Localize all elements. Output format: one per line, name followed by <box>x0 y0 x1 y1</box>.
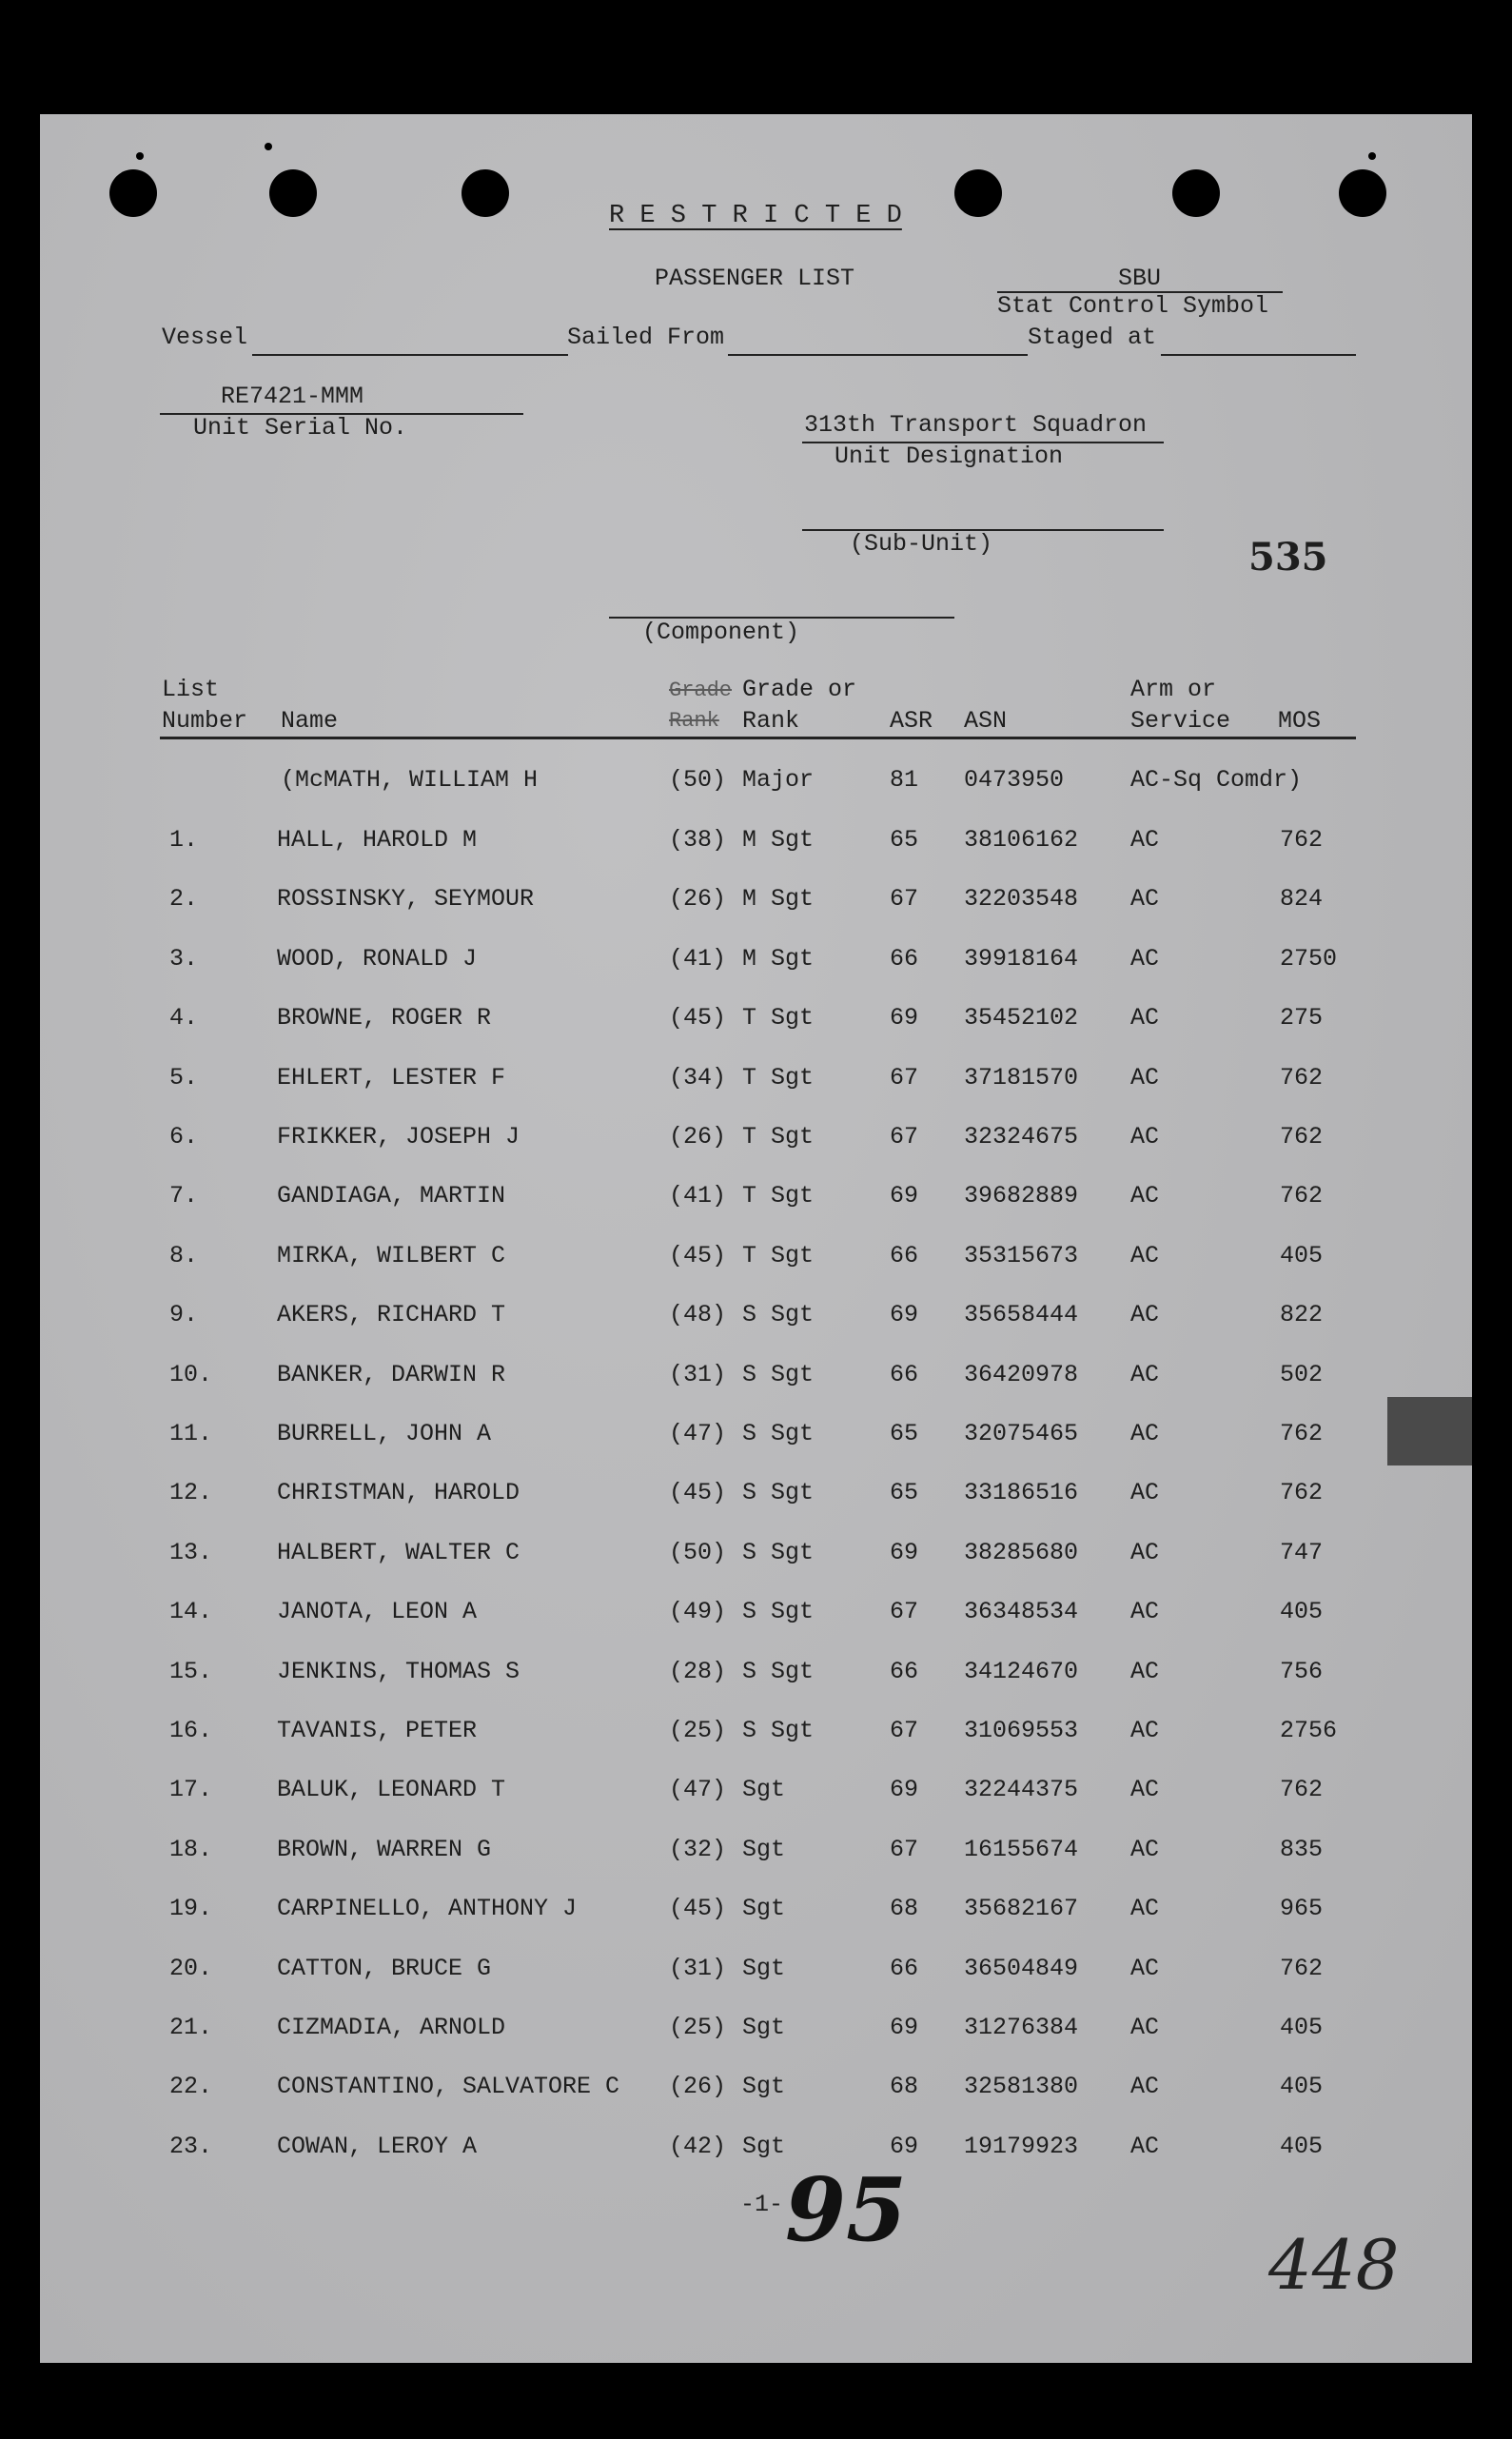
passenger-mos: 822 <box>1280 1301 1324 1329</box>
list-number: 20. <box>169 1954 213 1982</box>
passenger-mos: 405 <box>1280 2132 1324 2160</box>
list-number: 19. <box>169 1895 213 1923</box>
restricted-heading: R E S T R I C T E D <box>609 202 902 230</box>
table-row <box>0 1420 1512 1458</box>
passenger-asr: 69 <box>890 1182 919 1210</box>
passenger-grade: Sgt <box>742 2073 786 2101</box>
passenger-name: GANDIAGA, MARTIN <box>277 1182 506 1210</box>
col-mos: MOS <box>1278 707 1322 735</box>
table-row <box>0 1479 1512 1517</box>
passenger-arm: AC <box>1130 1182 1160 1210</box>
col-number: Number <box>162 707 248 735</box>
passenger-name: TAVANIS, PETER <box>277 1717 478 1744</box>
commander-row <box>0 766 1512 804</box>
passenger-arm: AC <box>1130 1717 1160 1744</box>
stat-control-label: Stat Control Symbol <box>997 292 1269 320</box>
table-row <box>0 1955 1512 1993</box>
col-service: Service <box>1130 707 1231 735</box>
passenger-grade: M Sgt <box>742 826 815 854</box>
passenger-arm: AC <box>1130 1835 1160 1863</box>
col-grade-or: Grade or <box>742 676 857 703</box>
passenger-asr: 69 <box>890 1776 919 1804</box>
list-number: 6. <box>169 1123 199 1151</box>
passenger-asn: 19179923 <box>964 2132 1079 2160</box>
passenger-asn: 35682167 <box>964 1895 1079 1923</box>
passenger-mos: 747 <box>1280 1538 1324 1566</box>
passenger-age: (41) <box>669 944 727 973</box>
passenger-asn: 36504849 <box>964 1954 1079 1982</box>
passenger-mos: 762 <box>1280 1420 1324 1447</box>
passenger-name: CATTON, BRUCE G <box>277 1954 492 1982</box>
passenger-name: HALL, HAROLD M <box>277 826 478 854</box>
list-number: 22. <box>169 2073 213 2101</box>
passenger-arm: AC <box>1130 1776 1160 1804</box>
table-row <box>0 1123 1512 1161</box>
passenger-asr: 67 <box>890 1598 919 1626</box>
passenger-asr: 68 <box>890 1895 919 1923</box>
list-number: 3. <box>169 944 199 973</box>
passenger-mos: 762 <box>1280 1063 1324 1092</box>
passenger-mos: 2756 <box>1280 1717 1338 1744</box>
passenger-asn: 33186516 <box>964 1479 1079 1507</box>
list-number: 7. <box>169 1182 199 1210</box>
passenger-age: (45) <box>669 1004 727 1033</box>
passenger-asr: 66 <box>890 1241 919 1269</box>
passenger-arm: AC <box>1130 1241 1160 1269</box>
passenger-grade: Sgt <box>742 2132 786 2160</box>
sbu-value: SBU <box>1118 265 1162 292</box>
passenger-mos: 405 <box>1280 1241 1324 1269</box>
col-asn: ASN <box>964 707 1008 735</box>
passenger-age: (25) <box>669 1717 727 1744</box>
table-row <box>0 1064 1512 1102</box>
list-number: 1. <box>169 826 199 854</box>
list-number: 16. <box>169 1717 213 1744</box>
passenger-mos: 756 <box>1280 1657 1324 1685</box>
table-row <box>0 1598 1512 1636</box>
passenger-arm: AC <box>1130 1479 1160 1507</box>
punch-hole <box>954 169 1002 217</box>
passenger-name: AKERS, RICHARD T <box>277 1301 506 1329</box>
passenger-grade: S Sgt <box>742 1420 815 1447</box>
passenger-asn: 32581380 <box>964 2073 1079 2101</box>
list-number: 11. <box>169 1420 213 1447</box>
passenger-name: BROWNE, ROGER R <box>277 1004 492 1033</box>
passenger-name: JANOTA, LEON A <box>277 1598 478 1626</box>
passenger-age: (28) <box>669 1657 727 1685</box>
list-number: 23. <box>169 2132 213 2160</box>
passenger-age: (45) <box>669 1479 727 1507</box>
passenger-age: (32) <box>669 1835 727 1863</box>
col-rank-struck: Rank <box>669 709 719 733</box>
table-row <box>0 1182 1512 1220</box>
passenger-asn: 31069553 <box>964 1717 1079 1744</box>
passenger-mos: 835 <box>1280 1835 1324 1863</box>
passenger-name: FRIKKER, JOSEPH J <box>277 1123 520 1151</box>
list-number: 13. <box>169 1538 213 1566</box>
passenger-asn: 34124670 <box>964 1657 1079 1685</box>
passenger-arm: AC <box>1130 885 1160 914</box>
list-number: 18. <box>169 1835 213 1863</box>
passenger-asr: 68 <box>890 2073 919 2101</box>
passenger-mos: 2750 <box>1280 944 1338 973</box>
passenger-name: ROSSINSKY, SEYMOUR <box>277 885 535 914</box>
col-arm-or: Arm or <box>1130 676 1217 703</box>
list-number: 12. <box>169 1479 213 1507</box>
passenger-asr: 65 <box>890 1479 919 1507</box>
passenger-asn: 16155674 <box>964 1835 1079 1863</box>
table-row <box>0 1717 1512 1755</box>
table-row <box>0 1776 1512 1814</box>
passenger-age: (38) <box>669 826 727 854</box>
passenger-age: (48) <box>669 1301 727 1329</box>
passenger-asn: 36420978 <box>964 1360 1079 1388</box>
commander-grade: Major <box>742 766 815 794</box>
passenger-age: (50) <box>669 1538 727 1566</box>
passenger-name: JENKINS, THOMAS S <box>277 1657 520 1685</box>
passenger-asr: 66 <box>890 1954 919 1982</box>
passenger-arm: AC <box>1130 1954 1160 1982</box>
header-rule <box>160 737 1356 739</box>
table-row <box>0 1004 1512 1042</box>
passenger-asr: 65 <box>890 1420 919 1447</box>
passenger-name: BANKER, DARWIN R <box>277 1360 506 1388</box>
passenger-asn: 36348534 <box>964 1598 1079 1626</box>
passenger-age: (45) <box>669 1895 727 1923</box>
passenger-asr: 66 <box>890 944 919 973</box>
sailed-from-line <box>728 354 1028 356</box>
table-row <box>0 2014 1512 2052</box>
passenger-arm: AC <box>1130 1657 1160 1685</box>
passenger-grade: S Sgt <box>742 1479 815 1507</box>
ink-speck <box>136 152 144 160</box>
passenger-arm: AC <box>1130 1598 1160 1626</box>
list-number: 4. <box>169 1004 199 1033</box>
passenger-name: BURRELL, JOHN A <box>277 1420 492 1447</box>
unit-serial-label: Unit Serial No. <box>193 414 408 442</box>
passenger-arm: AC <box>1130 2014 1160 2041</box>
passenger-name: CIZMADIA, ARNOLD <box>277 2014 506 2041</box>
vessel-line <box>252 354 568 356</box>
passenger-grade: S Sgt <box>742 1360 815 1388</box>
commander-asn: 0473950 <box>964 766 1065 794</box>
passenger-name: WOOD, RONALD J <box>277 944 478 973</box>
passenger-name: EHLERT, LESTER F <box>277 1063 506 1092</box>
passenger-asn: 31276384 <box>964 2014 1079 2041</box>
passenger-asn: 32324675 <box>964 1123 1079 1151</box>
list-number: 17. <box>169 1776 213 1804</box>
passenger-grade: S Sgt <box>742 1657 815 1685</box>
list-number: 21. <box>169 2014 213 2041</box>
passenger-asn: 32203548 <box>964 885 1079 914</box>
list-number: 8. <box>169 1241 199 1269</box>
passenger-asr: 67 <box>890 1717 919 1744</box>
passenger-mos: 762 <box>1280 1776 1324 1804</box>
passenger-asr: 69 <box>890 2132 919 2160</box>
list-number: 14. <box>169 1598 213 1626</box>
passenger-grade: T Sgt <box>742 1241 815 1269</box>
passenger-asr: 69 <box>890 1004 919 1033</box>
passenger-grade: Sgt <box>742 1835 786 1863</box>
unit-designation-value: 313th Transport Squadron <box>804 411 1148 439</box>
page-stamp: 535 <box>1248 535 1328 580</box>
passenger-asr: 67 <box>890 1123 919 1151</box>
passenger-asr: 67 <box>890 1063 919 1092</box>
col-grade-struck: Grade <box>669 679 733 702</box>
passenger-arm: AC <box>1130 1360 1160 1388</box>
sub-unit-label: (Sub-Unit) <box>850 530 993 558</box>
passenger-age: (25) <box>669 2014 727 2041</box>
passenger-arm: AC <box>1130 944 1160 973</box>
commander-arm: AC-Sq Comdr) <box>1130 766 1303 794</box>
passenger-grade: M Sgt <box>742 885 815 914</box>
handwritten-page-count: 448 <box>1268 2225 1400 2305</box>
list-number: 9. <box>169 1301 199 1329</box>
passenger-age: (45) <box>669 1241 727 1269</box>
list-number: 2. <box>169 885 199 914</box>
passenger-name: CONSTANTINO, SALVATORE C <box>277 2073 620 2101</box>
passenger-asn: 38106162 <box>964 826 1079 854</box>
passenger-age: (31) <box>669 1360 727 1388</box>
passenger-mos: 762 <box>1280 1182 1324 1210</box>
table-row <box>0 1895 1512 1933</box>
table-row <box>0 2073 1512 2111</box>
page-number: -1- <box>740 2191 784 2218</box>
passenger-age: (42) <box>669 2132 727 2160</box>
commander-asr: 81 <box>890 766 919 794</box>
passenger-age: (26) <box>669 2073 727 2101</box>
table-row <box>0 1539 1512 1577</box>
col-asr: ASR <box>890 707 933 735</box>
passenger-grade: S Sgt <box>742 1717 815 1744</box>
passenger-age: (26) <box>669 1123 727 1151</box>
passenger-age: (41) <box>669 1182 727 1210</box>
passenger-arm: AC <box>1130 1123 1160 1151</box>
ink-speck <box>1368 152 1376 160</box>
passenger-mos: 762 <box>1280 1479 1324 1507</box>
passenger-mos: 965 <box>1280 1895 1324 1923</box>
passenger-name: MIRKA, WILBERT C <box>277 1241 506 1269</box>
passenger-age: (47) <box>669 1420 727 1447</box>
sailed-from-label: Sailed From <box>567 324 725 351</box>
passenger-asn: 39682889 <box>964 1182 1079 1210</box>
passenger-grade: Sgt <box>742 1895 786 1923</box>
passenger-asn: 35452102 <box>964 1004 1079 1033</box>
col-rank: Rank <box>742 707 800 735</box>
col-list: List <box>162 676 220 703</box>
passenger-name: BALUK, LEONARD T <box>277 1776 506 1804</box>
handwritten-number: 95 <box>785 2158 908 2261</box>
passenger-grade: Sgt <box>742 1954 786 1982</box>
passenger-asr: 69 <box>890 1538 919 1566</box>
col-name: Name <box>281 707 339 735</box>
passenger-grade: S Sgt <box>742 1301 815 1329</box>
list-number: 10. <box>169 1360 213 1388</box>
passenger-grade: T Sgt <box>742 1123 815 1151</box>
staged-at-label: Staged at <box>1028 324 1157 351</box>
punch-hole <box>461 169 509 217</box>
passenger-mos: 824 <box>1280 885 1324 914</box>
passenger-mos: 405 <box>1280 1598 1324 1626</box>
passenger-asn: 32244375 <box>964 1776 1079 1804</box>
staged-at-line <box>1161 354 1356 356</box>
passenger-grade: S Sgt <box>742 1538 815 1566</box>
table-row <box>0 826 1512 864</box>
commander-name: (McMATH, WILLIAM H <box>281 766 539 794</box>
passenger-mos: 405 <box>1280 2073 1324 2101</box>
passenger-age: (49) <box>669 1598 727 1626</box>
passenger-arm: AC <box>1130 2073 1160 2101</box>
passenger-asr: 66 <box>890 1657 919 1685</box>
passenger-asr: 66 <box>890 1360 919 1388</box>
punch-hole <box>1172 169 1220 217</box>
passenger-name: CHRISTMAN, HAROLD <box>277 1479 520 1507</box>
table-row <box>0 1242 1512 1280</box>
unit-serial-value: RE7421-MMM <box>221 383 364 410</box>
passenger-asr: 69 <box>890 2014 919 2041</box>
list-number: 5. <box>169 1063 199 1092</box>
list-number: 15. <box>169 1657 213 1685</box>
passenger-arm: AC <box>1130 826 1160 854</box>
passenger-name: COWAN, LEROY A <box>277 2132 478 2160</box>
table-row <box>0 945 1512 983</box>
table-row <box>0 1301 1512 1339</box>
passenger-mos: 275 <box>1280 1004 1324 1033</box>
passenger-grade: S Sgt <box>742 1598 815 1626</box>
passenger-age: (26) <box>669 885 727 914</box>
passenger-arm: AC <box>1130 1538 1160 1566</box>
passenger-mos: 502 <box>1280 1360 1324 1388</box>
component-label: (Component) <box>642 619 800 646</box>
commander-age: (50) <box>669 766 727 794</box>
passenger-asn: 35315673 <box>964 1241 1079 1269</box>
passenger-grade: T Sgt <box>742 1182 815 1210</box>
vessel-label: Vessel <box>162 324 248 351</box>
passenger-grade: M Sgt <box>742 944 815 973</box>
passenger-asr: 69 <box>890 1301 919 1329</box>
passenger-arm: AC <box>1130 1301 1160 1329</box>
passenger-asr: 67 <box>890 885 919 914</box>
passenger-asn: 38285680 <box>964 1538 1079 1566</box>
passenger-asn: 32075465 <box>964 1420 1079 1447</box>
passenger-grade: Sgt <box>742 1776 786 1804</box>
passenger-mos: 762 <box>1280 1954 1324 1982</box>
ink-speck <box>265 143 272 150</box>
passenger-arm: AC <box>1130 2132 1160 2160</box>
punch-hole <box>109 169 157 217</box>
passenger-asr: 65 <box>890 826 919 854</box>
punch-hole <box>1339 169 1386 217</box>
table-row <box>0 1361 1512 1399</box>
passenger-age: (47) <box>669 1776 727 1804</box>
punch-hole <box>269 169 317 217</box>
passenger-arm: AC <box>1130 1063 1160 1092</box>
passenger-grade: T Sgt <box>742 1063 815 1092</box>
unit-designation-label: Unit Designation <box>835 443 1064 470</box>
table-row <box>0 2133 1512 2171</box>
table-row <box>0 885 1512 923</box>
passenger-age: (34) <box>669 1063 727 1092</box>
passenger-grade: T Sgt <box>742 1004 815 1033</box>
passenger-name: CARPINELLO, ANTHONY J <box>277 1895 578 1923</box>
passenger-mos: 762 <box>1280 826 1324 854</box>
passenger-name: HALBERT, WALTER C <box>277 1538 520 1566</box>
passenger-asn: 39918164 <box>964 944 1079 973</box>
form-title: PASSENGER LIST <box>655 265 855 292</box>
passenger-asn: 35658444 <box>964 1301 1079 1329</box>
table-row <box>0 1836 1512 1874</box>
passenger-grade: Sgt <box>742 2014 786 2041</box>
passenger-arm: AC <box>1130 1004 1160 1033</box>
passenger-age: (31) <box>669 1954 727 1982</box>
passenger-name: BROWN, WARREN G <box>277 1835 492 1863</box>
passenger-arm: AC <box>1130 1895 1160 1923</box>
passenger-asr: 67 <box>890 1835 919 1863</box>
passenger-asn: 37181570 <box>964 1063 1079 1092</box>
passenger-mos: 762 <box>1280 1123 1324 1151</box>
passenger-mos: 405 <box>1280 2014 1324 2041</box>
passenger-arm: AC <box>1130 1420 1160 1447</box>
table-row <box>0 1658 1512 1696</box>
